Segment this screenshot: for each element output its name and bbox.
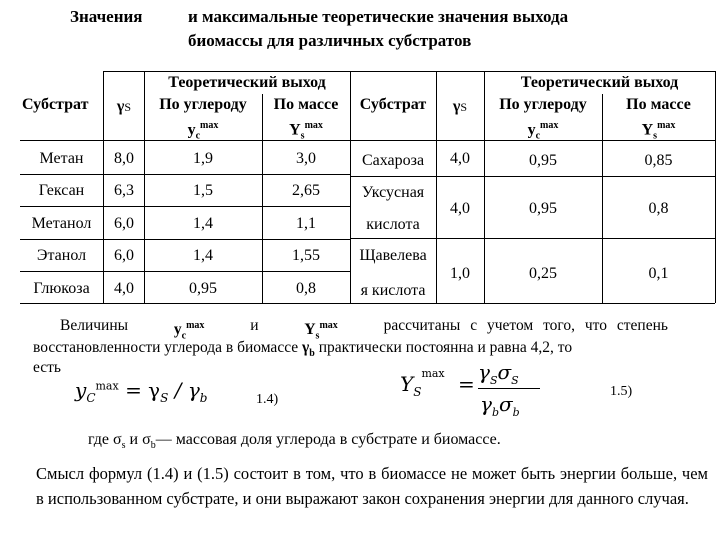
row-oxalic-name-line1: Щавелева — [359, 247, 427, 264]
row-methane-gamma: 8,0 — [114, 150, 134, 167]
header-ys-max-right: $Y_s^{max}$ — [641, 120, 676, 142]
row-line-4 — [20, 271, 350, 272]
row-sucrose-yc: 0,95 — [529, 152, 557, 169]
ys-max-symbol: $Y_s^{max}$ — [304, 320, 338, 342]
where-line: где $\sigma_s$ и $\sigma_b—$ массовая доля углерода в субстрате и биомассе. — [88, 431, 501, 452]
paragraph-1-line-1: Величины $y_c^{max}$ и $Y_s^{max}$ рассчитаны с учетом того, что степень — [60, 316, 668, 346]
title-line-1b: и максимальные теоретические значения выхода — [188, 7, 569, 26]
row-acetic-gamma: 4,0 — [450, 200, 470, 217]
title-line-2: биомассы для различных субстратов — [188, 31, 472, 50]
header-by-mass: По массе — [273, 96, 339, 113]
row-hexane-ys: 2,65 — [292, 182, 320, 199]
header-by-carbon: По углероду — [159, 96, 247, 113]
row-ethanol-ys: 1,55 — [292, 247, 320, 264]
row-glucose-ys: 0,8 — [296, 280, 316, 297]
header-gamma-right: γS — [452, 98, 468, 115]
row-methane-ys: 3,0 — [296, 150, 316, 167]
row-ethanol-gamma: 6,0 — [114, 247, 134, 264]
yc-max-symbol: $y_c^{max}$ — [173, 320, 205, 342]
header-gamma: γS — [116, 98, 132, 115]
title-line-1a: Значения — [70, 7, 143, 26]
row-hexane-gamma: 6,3 — [114, 182, 134, 199]
table-top-border — [103, 71, 715, 72]
row-ethanol-name: Этанол — [36, 247, 87, 264]
header-by-carbon-right: По углероду — [499, 96, 587, 113]
header-substrate-right: Субстрат — [359, 96, 427, 113]
right-row-line-2 — [350, 238, 715, 239]
row-oxalic-gamma: 1,0 — [450, 265, 470, 282]
row-acetic-ys: 0,8 — [648, 200, 669, 217]
row-ethanol-yc: 1,4 — [193, 247, 213, 264]
row-glucose-yc: 0,95 — [189, 280, 217, 297]
row-sucrose-gamma: 4,0 — [450, 150, 470, 167]
paragraph-1-line-3: есть — [33, 359, 61, 376]
row-line-1 — [20, 174, 350, 175]
paragraph-1-line-2: восстановленности углерода в биомассе $\gamma_b$ практически постоянна и равна 4,2, то — [33, 339, 573, 360]
header-yc-max: $y_c^{max}$ — [187, 120, 219, 142]
row-acetic-name-line2: кислота — [366, 216, 420, 233]
row-methanol-yc: 1,4 — [193, 215, 213, 232]
conclusion-paragraph: Смысл формул (1.4) и (1.5) состоит в том, что в биомассе не может быть энергии больше, чем в использованном субстрате, и они выражают закон сохранения энергии для данного случая. — [36, 464, 708, 508]
row-oxalic-name-line2: я кислота — [360, 282, 426, 299]
col-line-8 — [715, 71, 716, 303]
formula-1-5-lhs: $Y_S^{max}$ — [400, 367, 445, 399]
formula-1-5-fraction-bar — [478, 388, 540, 389]
row-sucrose-name: Сахароза — [361, 152, 425, 169]
row-oxalic-ys: 0,1 — [648, 265, 669, 282]
row-methane-yc: 1,9 — [193, 150, 213, 167]
header-ys-max: $Y_s^{max}$ — [289, 120, 323, 142]
row-acetic-name-line1: Уксусная — [361, 184, 425, 201]
formula-1-4-number: 1.4) — [256, 392, 279, 407]
formula-1-5-numerator: $\gamma_S\sigma_S$ — [478, 360, 519, 387]
row-hexane-yc: 1,5 — [193, 182, 213, 199]
right-row-line-1 — [350, 176, 715, 177]
row-line-2 — [20, 206, 350, 207]
formula-1-5-number: 1.5) — [610, 384, 633, 399]
formula-1-5 — [400, 362, 580, 422]
row-line-3 — [20, 239, 350, 240]
header-yc-max-right: $y_c^{max}$ — [527, 120, 559, 142]
row-methanol-gamma: 6,0 — [114, 215, 134, 232]
row-glucose-name: Глюкоза — [33, 280, 90, 297]
header-by-mass-right: По массе — [626, 96, 691, 113]
row-oxalic-yc: 0,25 — [529, 265, 557, 282]
formula-1-4: $y_C^{max} = \gamma_S / \gamma_b$ — [75, 378, 208, 405]
row-methanol-ys: 1,1 — [296, 215, 316, 232]
header-substrate: Субстрат — [22, 96, 89, 113]
row-hexane-name: Гексан — [38, 182, 85, 199]
table-bottom-border — [20, 303, 715, 304]
row-acetic-yc: 0,95 — [529, 200, 557, 217]
header-theoretical-yield-right: Теоретический выход — [520, 74, 679, 91]
gamma-b-symbol: $\gamma_b$ — [302, 339, 315, 360]
row-sucrose-ys: 0,85 — [644, 152, 673, 169]
row-methane-name: Метан — [39, 150, 84, 167]
header-theoretical-yield: Теоретический выход — [168, 74, 326, 91]
row-glucose-gamma: 4,0 — [114, 280, 134, 297]
row-methanol-name: Метанол — [31, 215, 92, 232]
formula-1-5-denominator: $\gamma_b\sigma_b$ — [480, 392, 520, 419]
formula-1-5-eq: = — [458, 372, 475, 396]
